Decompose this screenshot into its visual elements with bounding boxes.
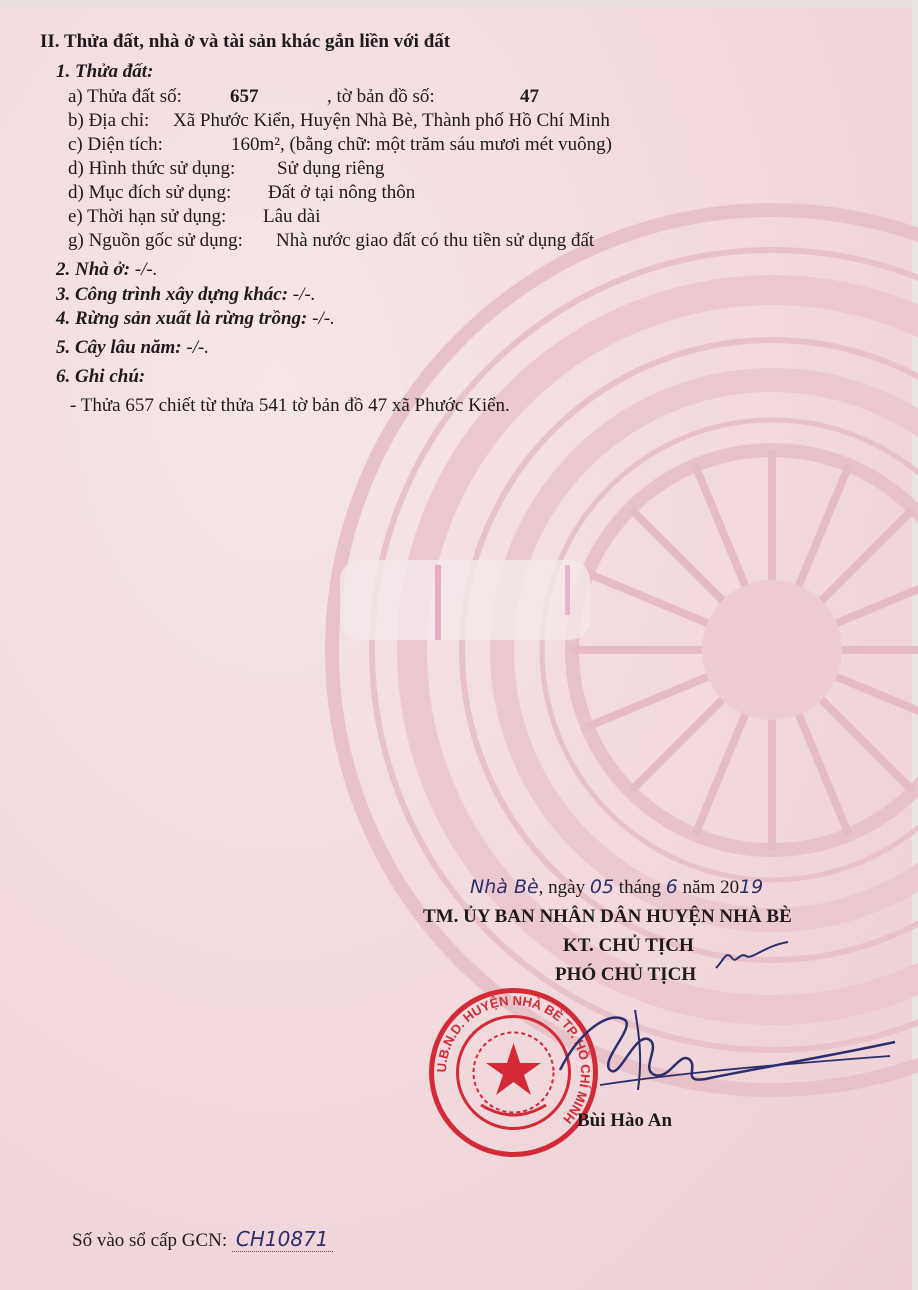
house-row — [56, 259, 158, 281]
origin-value: Nhà nước giao đất có thu tiền sử dụng đất — [276, 230, 595, 251]
trees-label: 5. Cây lâu năm: — [56, 337, 182, 358]
house-value: -/-. — [134, 259, 158, 280]
address-row — [68, 110, 610, 132]
origin-label: g) Nguồn gốc sử dụng: — [68, 230, 243, 251]
month-handwritten: 6 — [665, 876, 678, 898]
registry-label: Số vào sổ cấp GCN: — [72, 1230, 228, 1251]
construction-value: -/-. — [292, 284, 316, 305]
trees-value: -/-. — [186, 337, 210, 358]
ngay-label: , ngày — [538, 877, 586, 898]
form-label: d) Hình thức sử dụng: — [68, 158, 236, 179]
forest-label: 4. Rừng sản xuất là rừng trồng: — [56, 308, 308, 329]
day-handwritten: 05 — [589, 876, 615, 898]
form-value: Sử dụng riêng — [277, 158, 385, 179]
area-label: c) Diện tích: — [68, 134, 163, 155]
notes-heading: 6. Ghi chú: — [56, 366, 146, 387]
initials-mark — [712, 938, 792, 978]
blurred-region — [340, 555, 600, 645]
year-handwritten: 19 — [739, 876, 764, 898]
construction-row — [56, 284, 315, 306]
form-row — [68, 158, 385, 180]
parcel-number: 657 — [230, 86, 259, 107]
purpose-value: Đất ở tại nông thôn — [268, 182, 416, 203]
date-line — [470, 876, 763, 899]
trees-row — [56, 337, 209, 359]
address-label: b) Địa chỉ: — [68, 110, 150, 131]
parcel-label: a) Thửa đất số: — [68, 86, 182, 107]
term-value: Lâu dài — [263, 206, 321, 227]
vice-chairman-title: PHÓ CHỦ TỊCH — [555, 964, 697, 985]
scan-edge-top — [0, 0, 918, 8]
area-row — [68, 134, 612, 156]
term-label: e) Thời hạn sử dụng: — [68, 206, 227, 227]
construction-label: 3. Công trình xây dựng khác: — [56, 284, 289, 305]
parcel-row — [68, 86, 539, 108]
origin-row — [68, 230, 595, 252]
for-chairman-title: KT. CHỦ TỊCH — [563, 935, 694, 956]
place-handwritten: Nhà Bè — [470, 876, 539, 898]
house-label: 2. Nhà ở: — [56, 259, 131, 280]
purpose-label: d) Mục đích sử dụng: — [68, 182, 232, 203]
seal-text: U.B.N.D. HUYỆN NHÀ BÈ TP. HỒ CHÍ MINH — [433, 992, 594, 1127]
address-value: Xã Phước Kiển, Huyện Nhà Bè, Thành phố Hồ Chí Minh — [173, 110, 610, 131]
purpose-row — [68, 182, 416, 204]
forest-value: -/-. — [312, 308, 335, 329]
signature — [540, 990, 900, 1110]
authority-title: TM. ỦY BAN NHÂN DÂN HUYỆN NHÀ BÈ — [423, 906, 792, 927]
term-row — [68, 206, 321, 228]
nam-label: năm 20 — [682, 877, 740, 898]
section-title: II. Thửa đất, nhà ở và tài sản khác gắn liền với đất — [40, 31, 451, 52]
registry-row — [72, 1227, 333, 1252]
map-number: 47 — [520, 86, 539, 107]
land-heading: 1. Thửa đất: — [56, 61, 154, 82]
thang-label: tháng — [618, 877, 662, 898]
notes-item: - Thửa 657 chiết từ thửa 541 tờ bản đồ 47 xã Phước Kiển. — [70, 395, 510, 416]
forest-row — [56, 308, 335, 330]
registry-number: CH10871 — [232, 1227, 333, 1252]
map-label: , tờ bản đồ số: — [327, 86, 435, 107]
signer-name: Bùi Hào An — [577, 1110, 673, 1131]
area-value: 160m², (bằng chữ: một trăm sáu mươi mét vuông) — [231, 134, 612, 155]
